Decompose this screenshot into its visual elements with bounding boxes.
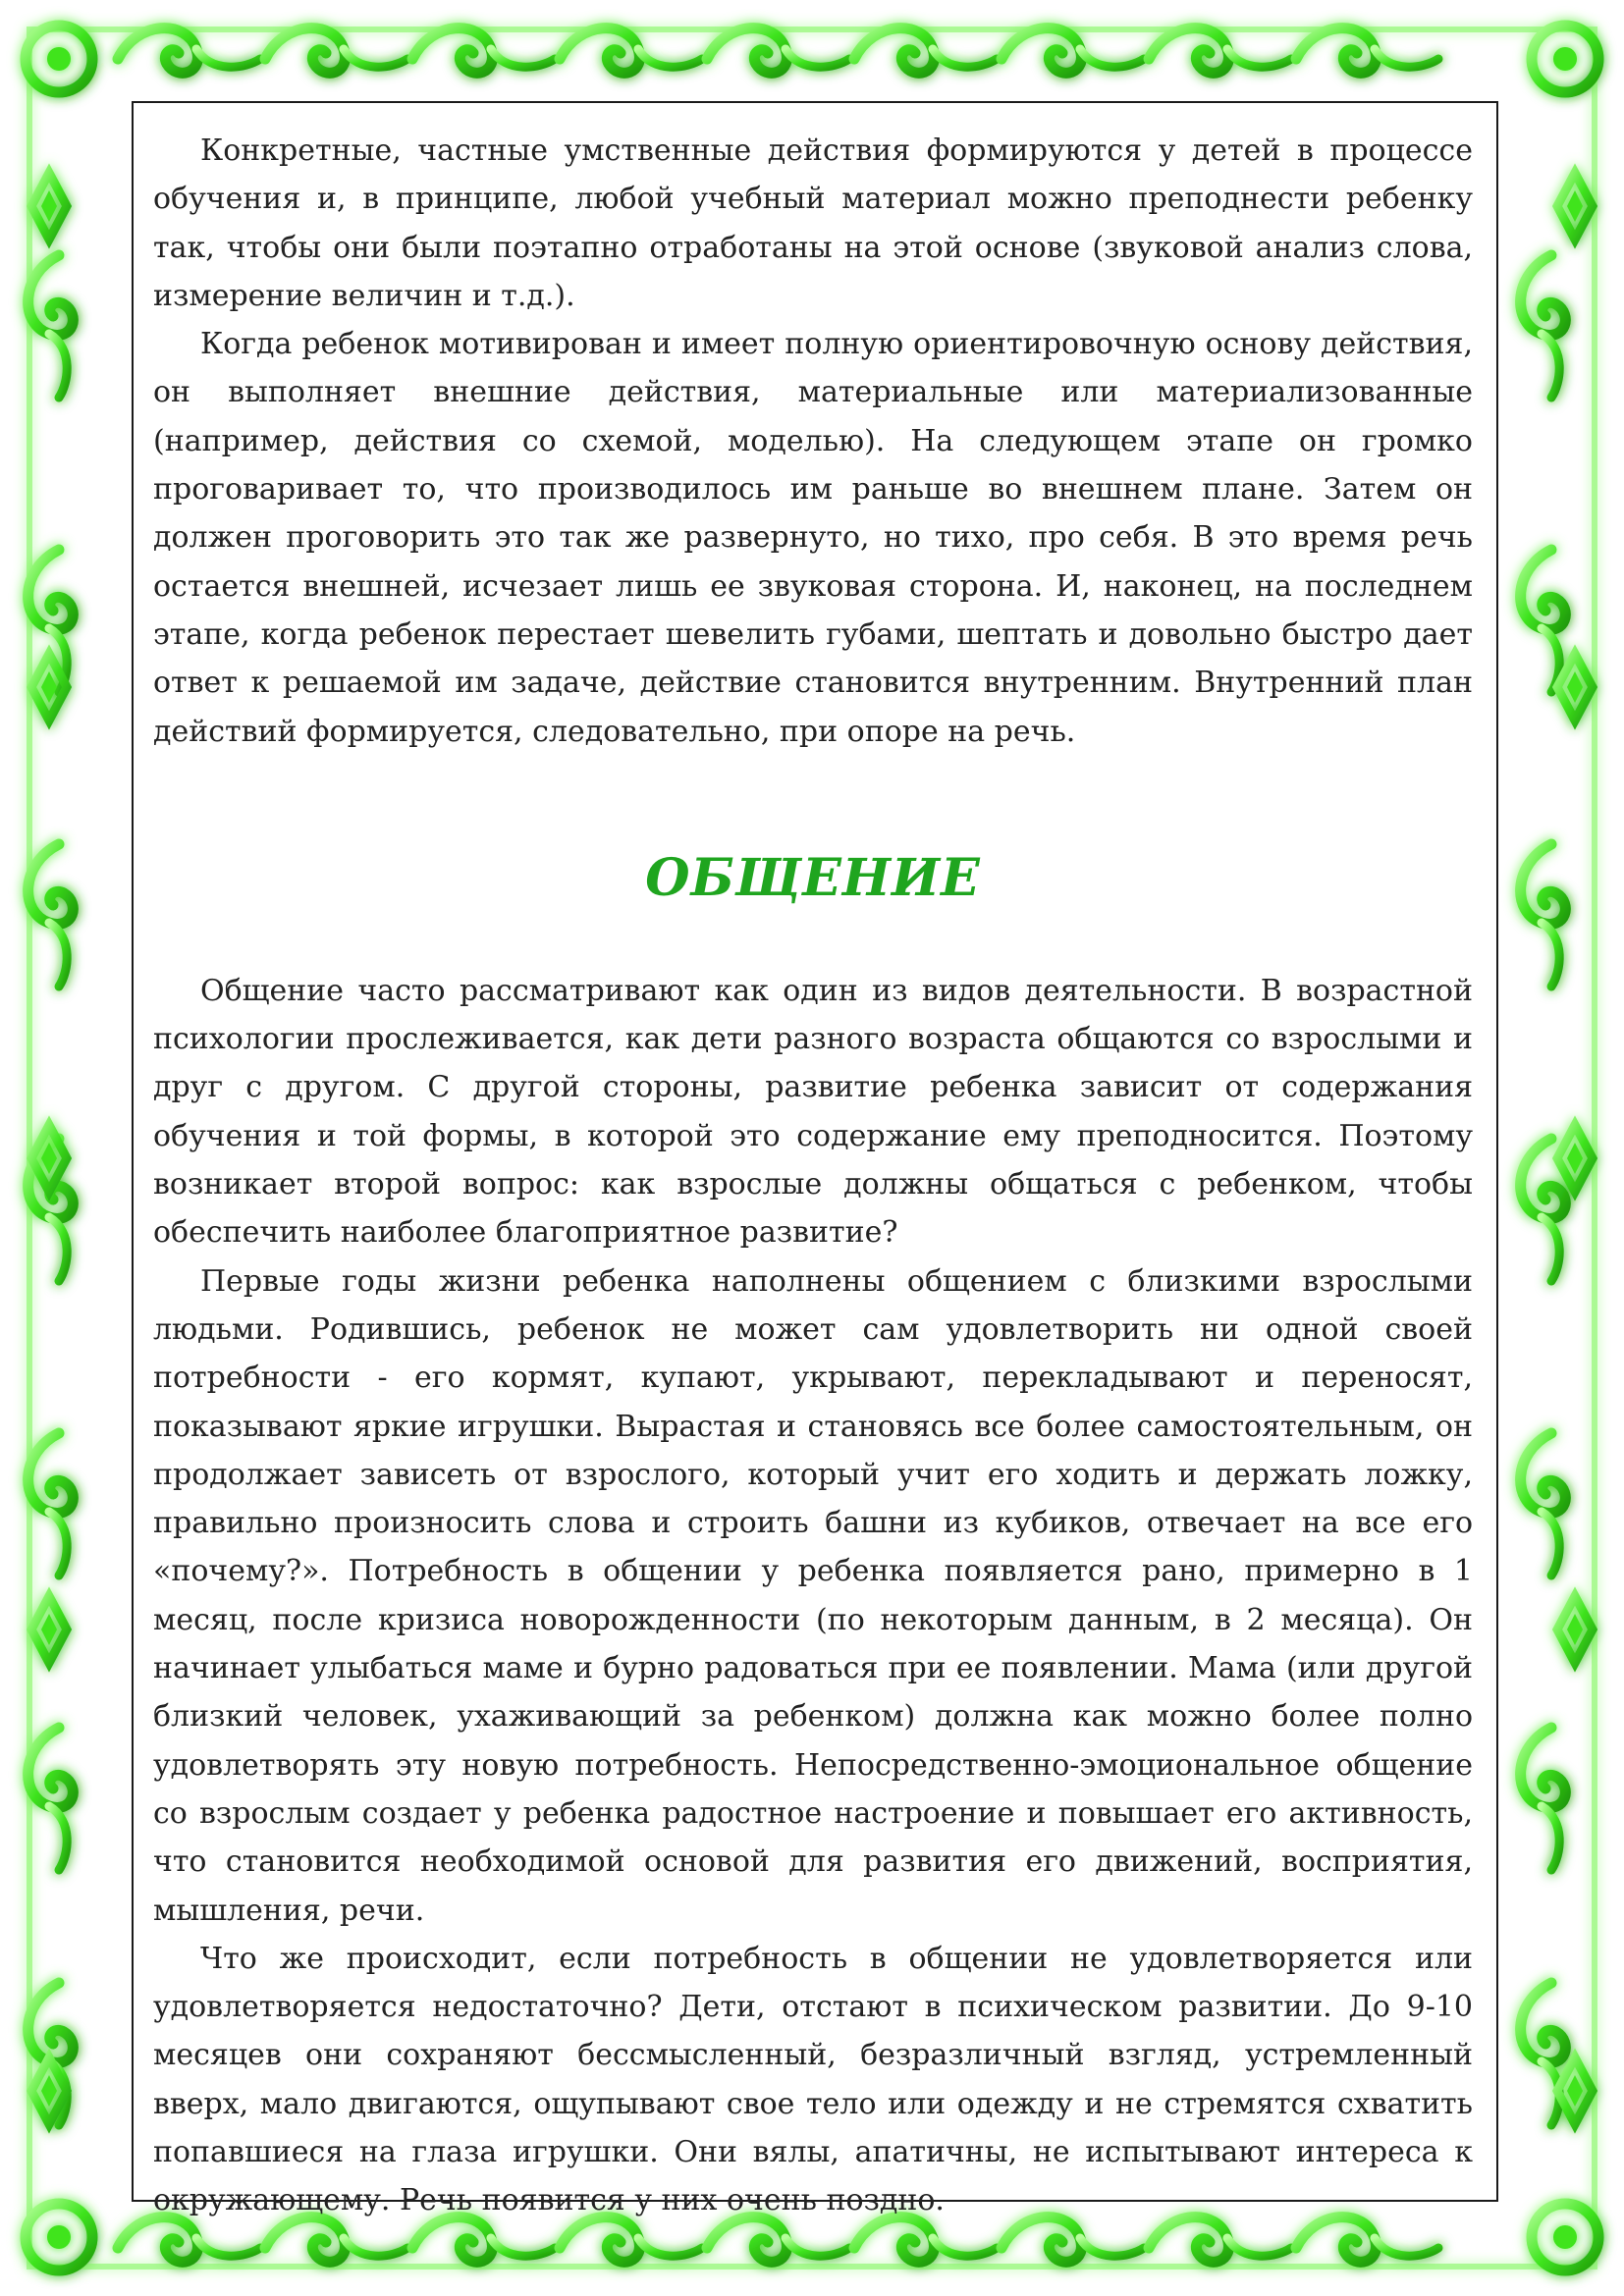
section-paragraph-2: Первые годы жизни ребенка наполнены общением с близкими взрослыми людьми. Родившись, ребенок не может сам удовлетворить ни одной своей потребности - его кормят, купают, укрывают, перекладывают и переносят, показывают яркие игрушки. Вырастая и становясь все более самостоятельным, он продолжает зависеть от взрослого, который учит его ходить и держать ложку, правильно произносить слова и строить башни из кубиков, отвечает на все его «почему?». Потребность в общении у ребенка появляется рано, примерно в 1 месяц, после кризиса новорожденности (по некоторым данным, в 2 месяца). Он начинает улыбаться маме и бурно радоваться при ее появлении. Мама (или другой близкий человек, ухаживающий за ребенком) должна как можно более полно удовлетворять эту новую потребность. Непосредственно-эмоциональное общение со взрослым создает у ребенка радостное настроение и повышает его активность, что становится необходимой основой для развития его движений, восприятия, мышления, речи. — [153, 1263, 1473, 1928]
section-paragraph-3: Что же происходит, если потребность в общении не удовлетворяется или удовлетворяется недостаточно? Дети, отстают в психическом развитии. До 9-10 месяцев они сохраняют бессмысленный, безразличный взгляд, устремленный вверх, мало двигаются, ощупывают свое тело или одежду и не стремятся схватить попавшиеся на глаза игрушки. Они вялы, апатичны, не испытывают интереса к окружающему. Речь появится у них очень поздно. — [153, 1941, 1473, 2218]
section-title: ОБЩЕНИЕ — [645, 847, 981, 908]
intro-paragraph-2: Когда ребенок мотивирован и имеет полную ориентировочную основу действия, он выполняет внешние действия, материальные или материализованные (например, действия со схемой, моделью). На следующем этапе он громко проговаривает то, что производилось им раньше во внешнем плане. Затем он должен проговорить это так же развернуто, но тихо, про себя. В это время речь остается внешней, исчезает лишь ее звуковая сторона. И, наконец, на последнем этапе, когда ребенок перестает шевелить губами, шептать и довольно быстро дает ответ к решаемой им задаче, действие становится внутренним. Внутренний план действий формируется, следовательно, при опоре на речь. — [153, 327, 1473, 749]
section-paragraph-1: Общение часто рассматривают как один из видов деятельности. В возрастной психологии прослеживается, как дети разного возраста общаются со взрослыми и друг с другом. С другой стороны, развитие ребенка зависит от содержания обучения и той формы, в которой это содержание ему преподносится. Поэтому возникает второй вопрос: как взрослые должны общаться с ребенком, чтобы обеспечить наиболее благоприятное развитие? — [153, 973, 1473, 1251]
page-content — [132, 101, 1498, 2218]
intro-paragraph-1: Конкретные, частные умственные действия формируются у детей в процессе обучения и, в принципе, любой учебный материал можно преподнести ребенку так, чтобы они были поэтапно отработаны на этой основе (звуковой анализ слова, измерение величин и т.д.). — [153, 133, 1473, 313]
